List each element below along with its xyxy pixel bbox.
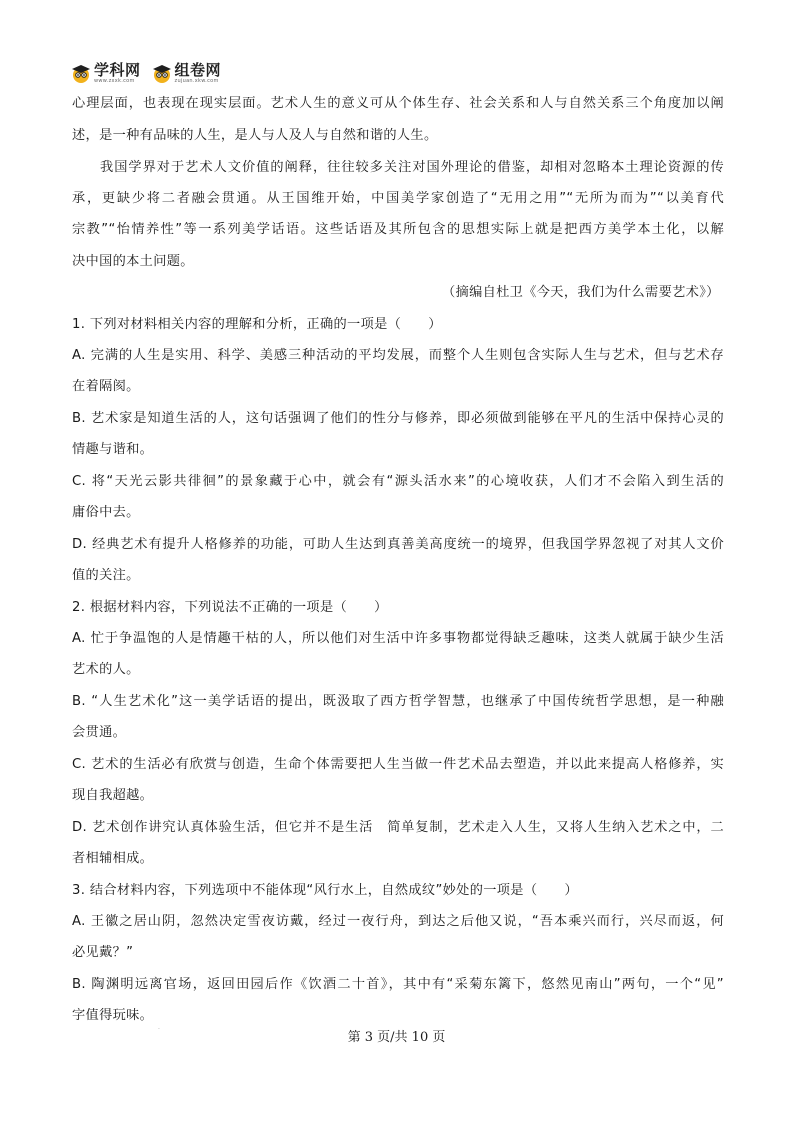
option-line: 在着隔阂。 xyxy=(72,379,140,394)
passage-line: 我国学界对于艺术人文价值的阐释，往往较多关注对国外理论的借鉴，却相对忽略本土理论资源的传 xyxy=(100,160,724,175)
option-line: 情趣与谐和。 xyxy=(72,442,154,457)
option-line: C. 艺术的生活必有欣赏与创造，生命个体需要把人生当做一件艺术品去塑造，并以此来提高人格修养，实 xyxy=(72,757,724,772)
logo1-url: www.zxxk.com xyxy=(94,77,135,84)
option-line: 庸俗中去。 xyxy=(72,505,140,520)
option-line: 字值得玩味。 xyxy=(72,1008,154,1023)
option-line: A. 完满的人生是实用、科学、美感三种活动的平均发展，而整个人生则包含实际人生与艺术，但与艺术存 xyxy=(72,348,724,363)
option-line: C. 将“天光云影共徘徊”的景象藏于心中，就会有“源头活水来”的心境收获，人们才不会陷入到生活的 xyxy=(72,474,724,489)
question-stem: 1. 下列对材料相关内容的理解和分析，正确的一项是（ ） xyxy=(72,317,442,332)
option-line: 值的关注。 xyxy=(72,568,140,583)
passage-line: 决中国的本土问题。 xyxy=(72,254,194,269)
scan-dot: . xyxy=(158,1024,160,1031)
logo2-name: 组卷网 xyxy=(174,60,222,79)
page-number: 第 3 页/共 10 页 xyxy=(347,1030,446,1045)
passage-line: 宗教”“怡情养性”等一系列美学话语。这些话语及其所包含的思想实际上就是把西方美学本土化，以解 xyxy=(72,222,724,237)
option-line: B. 陶渊明远离官场，返回田园后作《饮酒二十首》，其中有“采菊东篱下，悠然见南山”两句，一个“见” xyxy=(72,977,724,992)
option-line: B. 艺术家是知道生活的人，这句话强调了他们的性分与修养，即必须做到能够在平凡的生活中保持心灵的 xyxy=(72,411,724,426)
option-line: A. 王徽之居山阴，忽然决定雪夜访戴，经过一夜行舟，到达之后他又说，“吾本乘兴而行，兴尽而返，何 xyxy=(72,914,724,929)
logo2-url: zujuan.xkw.com xyxy=(174,77,219,84)
logo1-name: 学科网 xyxy=(94,60,141,79)
passage-line: 述，是一种有品味的人生，是人与人及人与自然和谐的人生。 xyxy=(72,128,438,143)
option-line: D. 经典艺术有提升人格修养的功能，可助人生达到真善美高度统一的境界，但我国学界忽视了对其人文价 xyxy=(72,537,724,552)
passage-line: 承，更缺少将二者融会贯通。从王国维开始，中国美学家创造了“无用之用”“无所为而为”“以美育代 xyxy=(72,191,724,206)
graduate-owl-icon xyxy=(70,62,92,84)
question-stem: 2. 根据材料内容，下列说法不正确的一项是（ ） xyxy=(72,600,388,615)
option-line: 现自我超越。 xyxy=(72,788,154,803)
header-logos xyxy=(70,60,221,86)
question-stem: 3. 结合材料内容，下列选项中不能体现“风行水上，自然成纹”妙处的一项是（ ） xyxy=(72,883,578,898)
logo-zujuanwang xyxy=(151,62,222,84)
option-line: 艺术的人。 xyxy=(72,662,140,677)
option-line: A. 忙于争温饱的人是情趣干枯的人，所以他们对生活中许多事物都觉得缺乏趣味，这类人就属于缺少生活 xyxy=(72,631,724,646)
option-line: 必见戴？” xyxy=(72,945,134,960)
option-line: B. “人生艺术化”这一美学话语的提出，既汲取了西方哲学智慧，也继承了中国传统哲学思想，是一种融 xyxy=(72,694,724,709)
passage-line: 心理层面，也表现在现实层面。艺术人生的意义可从个体生存、社会关系和人与自然关系三个角度加以阐 xyxy=(72,96,724,111)
logo-xuekewang xyxy=(70,62,141,84)
option-line: 者相辅相成。 xyxy=(72,851,154,866)
option-line: D. 艺术创作讲究认真体验生活，但它并不是生活 简单复制，艺术走入人生，又将人生纳入艺术之中，二 xyxy=(72,820,724,835)
passage-source: （摘编自杜卫《今天，我们为什么需要艺术》） xyxy=(442,285,720,300)
graduate-owl-icon xyxy=(151,62,173,84)
option-line: 会贯通。 xyxy=(72,725,127,740)
